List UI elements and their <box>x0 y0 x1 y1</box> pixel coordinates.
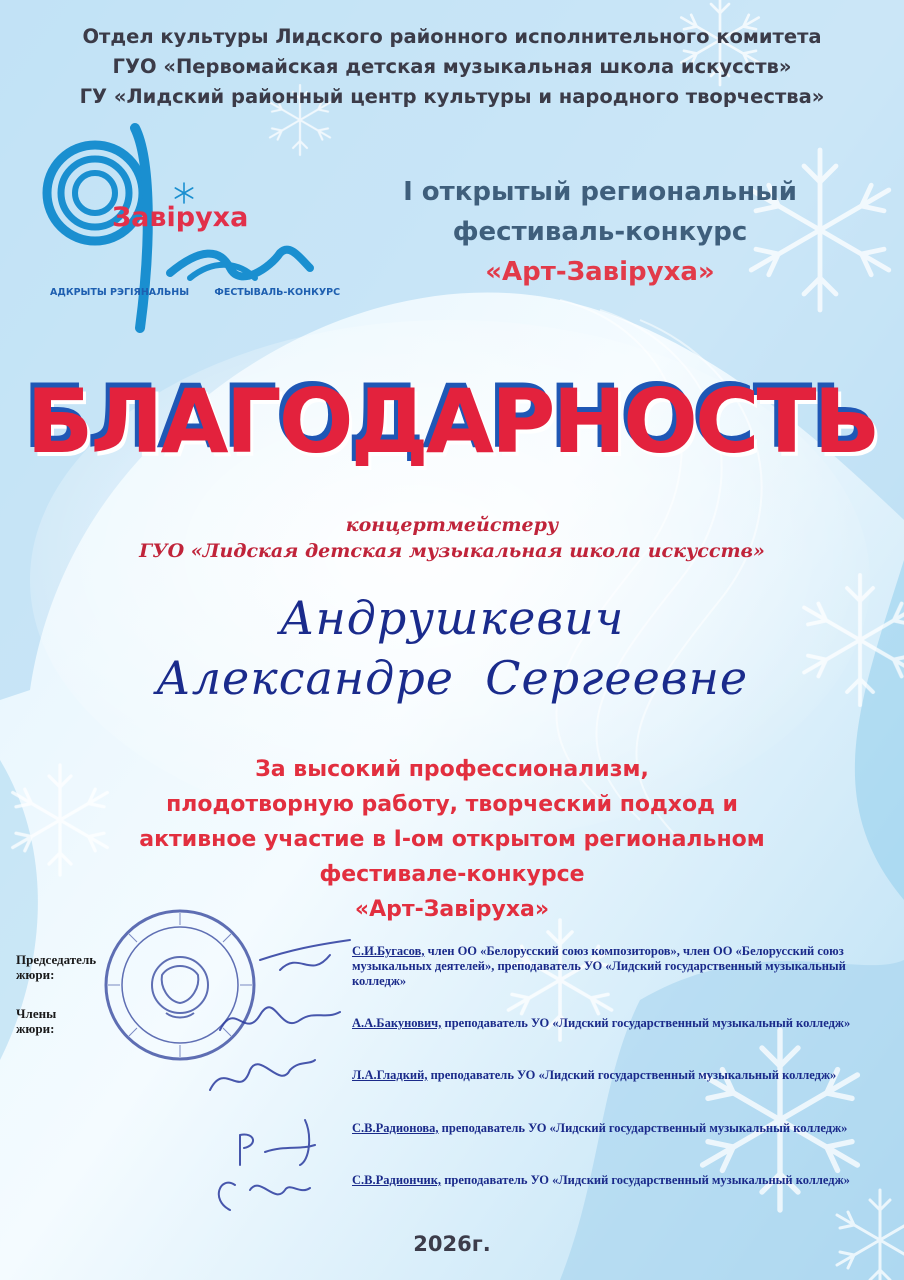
jury-member-description: преподаватель УО «Лидский государственный музыкальный колледж» <box>427 1068 837 1082</box>
jury-member-entry <box>352 1121 897 1136</box>
signature-chair <box>260 940 350 970</box>
award-reason <box>0 752 904 927</box>
jury-chair-entry <box>352 944 897 989</box>
reason-line-3: активное участие в I-ом открытом региональном <box>139 827 765 852</box>
logo-wordmark: Завіруха <box>112 202 249 233</box>
issuer-line-2: ГУО «Первомайская детская музыкальная школа искусств» <box>112 55 792 78</box>
festival-line-3: «Арт-Завіруха» <box>485 257 715 287</box>
reason-line-2: плодотворную работу, творческий подход и <box>166 792 738 817</box>
festival-line-2: фестиваль-конкурс <box>452 217 748 247</box>
document-year: 2026г. <box>413 1232 491 1256</box>
jury-member-entry <box>352 1068 897 1083</box>
issuer-line-1: Отдел культуры Лидского районного исполнительного комитета <box>82 25 822 48</box>
chair-label-line-1: Председатель <box>16 952 97 967</box>
signature-member-4 <box>219 1183 310 1210</box>
chair-label-line-2: жюри: <box>16 967 55 982</box>
jury-member-name: С.И.Бугасов, <box>352 944 425 958</box>
reason-line-4: фестивале-конкурсе <box>319 862 585 887</box>
signature-member-1 <box>220 1007 340 1030</box>
recipient-name <box>0 588 904 708</box>
recipient-organization: ГУО «Лидская детская музыкальная школа искусств» <box>139 540 765 562</box>
issuer-line-3: ГУ «Лидский районный центр культуры и народного творчества» <box>79 85 825 108</box>
members-label-line-2: жюри: <box>16 1021 55 1036</box>
jury-member-description: преподаватель УО «Лидский государственный музыкальный колледж» <box>438 1121 848 1135</box>
document-title <box>0 370 904 473</box>
recipient-given-names: Александре Сергеевне <box>155 651 749 705</box>
jury-member-name: Л.А.Гладкий, <box>352 1068 428 1082</box>
recipient-position: концертмейстеру <box>345 514 559 536</box>
snowflake-icon <box>173 182 195 204</box>
signature-member-2 <box>210 1060 315 1090</box>
signature-member-3 <box>240 1120 315 1165</box>
festival-line-1: I открытый региональный <box>403 177 797 207</box>
jury-member-name: А.А.Бакунович, <box>352 1016 442 1030</box>
logo-subtitle-right: ФЕСТЫВАЛЬ-КОНКУРС <box>214 287 341 298</box>
festival-name <box>330 172 870 292</box>
logo-subtitle-left: АДКРЫТЫ РЭГІЯНАЛЬНЫ <box>50 287 190 298</box>
jury-member-name: С.В.Радиончик, <box>352 1173 442 1187</box>
reason-line-5: «Арт-Завіруха» <box>354 897 550 922</box>
jury-member-name: С.В.Радионова, <box>352 1121 439 1135</box>
jury-member-entry <box>352 1173 897 1188</box>
issuer-header <box>0 22 904 112</box>
festival-logo <box>40 118 340 338</box>
jury-signatures <box>140 920 360 1220</box>
jury-member-description: преподаватель УО «Лидский государственный музыкальный колледж» <box>441 1173 850 1187</box>
jury-member-description: член ОО «Белорусский союз композиторов», член ОО «Белорусский союз музыкальных деятелей», преподаватель УО «Лидский государственный музыкальный колледж» <box>352 944 846 988</box>
logo-subtitle <box>50 287 341 298</box>
reason-line-1: За высокий профессионализм, <box>255 757 649 782</box>
jury-member-entry <box>352 1016 897 1031</box>
jury-member-description: преподаватель УО «Лидский государственный музыкальный колледж» <box>441 1016 851 1030</box>
recipient-surname: Андрушкевич <box>279 591 625 645</box>
title-text: БЛАГОДАРНОСТЬ <box>26 370 878 473</box>
members-label-line-1: Члены <box>16 1006 57 1021</box>
recipient-role <box>0 512 904 564</box>
